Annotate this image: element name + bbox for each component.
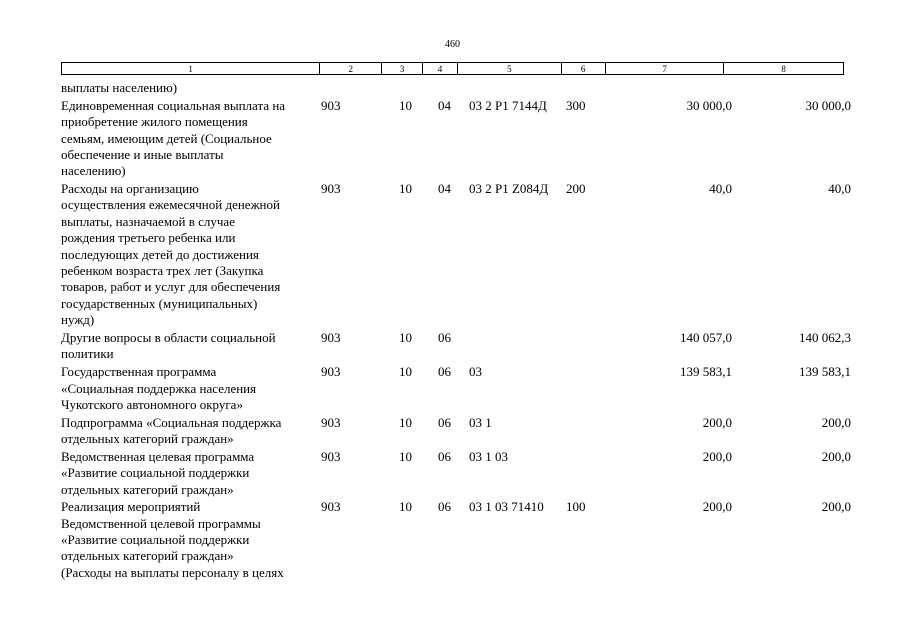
cell-expense-type	[565, 449, 614, 498]
cell-amount-2: 200,0	[821, 499, 851, 515]
cell-subsection	[426, 80, 463, 96]
cell-target-article	[463, 330, 565, 363]
cell-code	[321, 80, 385, 96]
column-header-7: 7	[606, 63, 725, 74]
cell-target-article: 03 1 03	[469, 448, 508, 464]
table-row	[61, 330, 851, 363]
cell-expense-type	[565, 80, 614, 96]
cell-amount-1: 40,0	[709, 181, 732, 197]
cell-target-article: 03	[469, 364, 482, 380]
cell-amount-1: 30 000,0	[686, 97, 732, 113]
row-name: Реализация мероприятий Ведомственной целевой программы «Развитие социальной поддержки отдельных категорий граждан» (Расходы на выплаты персоналу в целях	[61, 499, 284, 580]
cell-amount-1	[614, 80, 732, 96]
cell-section: 10	[399, 181, 412, 197]
cell-target-article: 03 1 03 71410	[469, 499, 544, 515]
cell-expense-type	[565, 415, 614, 448]
row-name: Расходы на организацию осуществления ежемесячной денежной выплаты, назначаемой в случае рождения третьего ребенка или последующих детей до достижения ребенком возраста трех лет (Закупка товаров, работ и услуг для обеспечения государственных (муниципальных) нужд)	[61, 181, 281, 328]
table-header	[61, 62, 844, 75]
table-row	[61, 98, 851, 180]
table-row	[61, 364, 851, 413]
cell-section	[385, 80, 426, 96]
cell-amount-1: 140 057,0	[680, 329, 732, 345]
cell-expense-type: 100	[566, 499, 586, 515]
row-name: Государственная программа «Социальная поддержка населения Чукотского автономного округа»	[61, 364, 257, 412]
cell-expense-type	[565, 330, 614, 363]
cell-amount-1: 200,0	[702, 499, 732, 515]
cell-target-article: 03 1	[469, 414, 492, 430]
cell-expense-type: 300	[566, 97, 586, 113]
column-header-1: 1	[62, 63, 320, 74]
table-row	[61, 181, 851, 329]
cell-code: 903	[321, 181, 341, 197]
cell-subsection: 06	[438, 448, 451, 464]
row-name: Ведомственная целевая программа «Развитие социальной поддержки отдельных категорий граждан»	[61, 448, 255, 497]
cell-subsection: 04	[438, 97, 451, 113]
cell-subsection: 06	[438, 414, 451, 430]
cell-amount-2: 200,0	[821, 448, 851, 464]
cell-section: 10	[399, 97, 412, 113]
cell-target-article	[463, 80, 565, 96]
column-header-2: 2	[320, 63, 382, 74]
cell-subsection: 06	[438, 364, 451, 380]
row-name: Единовременная социальная выплата на приобретение жилого помещения семьям, имеющим детей (Социальное обеспечение и иные выплаты населению)	[61, 97, 286, 179]
row-name: Подпрограмма «Социальная поддержка отдельных категорий граждан»	[61, 414, 282, 447]
table-row	[61, 80, 851, 96]
row-name: Другие вопросы в области социальной политики	[61, 329, 276, 362]
cell-code: 903	[321, 499, 341, 515]
cell-code: 903	[321, 414, 341, 430]
row-name: выплаты населению)	[61, 80, 178, 95]
table-row	[61, 449, 851, 498]
cell-section: 10	[399, 364, 412, 380]
column-header-8: 8	[781, 64, 786, 74]
cell-target-article: 03 2 Р1 Z084Д	[469, 181, 549, 197]
cell-section: 10	[399, 414, 412, 430]
cell-section: 10	[399, 448, 412, 464]
page-number: 460	[445, 39, 460, 50]
table-row	[61, 499, 851, 581]
cell-code: 903	[321, 364, 341, 380]
cell-amount-1: 139 583,1	[680, 364, 732, 380]
cell-amount-2: 200,0	[821, 414, 851, 430]
cell-target-article: 03 2 Р1 7144Д	[469, 97, 547, 113]
cell-amount-2: 40,0	[828, 181, 851, 197]
cell-amount-2: 30 000,0	[805, 97, 851, 113]
cell-amount-2: 140 062,3	[799, 329, 851, 345]
cell-subsection: 04	[438, 181, 451, 197]
column-header-5: 5	[458, 63, 562, 74]
cell-amount-2	[732, 80, 851, 96]
cell-expense-type	[565, 364, 614, 413]
table-body	[61, 80, 851, 583]
cell-amount-2: 139 583,1	[799, 364, 851, 380]
cell-section: 10	[399, 499, 412, 515]
cell-code: 903	[321, 329, 341, 345]
cell-subsection: 06	[438, 329, 451, 345]
cell-expense-type: 200	[566, 181, 586, 197]
column-header-3: 3	[382, 63, 423, 74]
cell-amount-1: 200,0	[702, 414, 732, 430]
table-row	[61, 415, 851, 448]
cell-code: 903	[321, 448, 341, 464]
cell-section: 10	[399, 329, 412, 345]
cell-code: 903	[321, 97, 341, 113]
column-header-4: 4	[423, 63, 458, 74]
column-header-6: 6	[562, 63, 606, 74]
cell-amount-1: 200,0	[702, 448, 732, 464]
cell-subsection: 06	[438, 499, 451, 515]
